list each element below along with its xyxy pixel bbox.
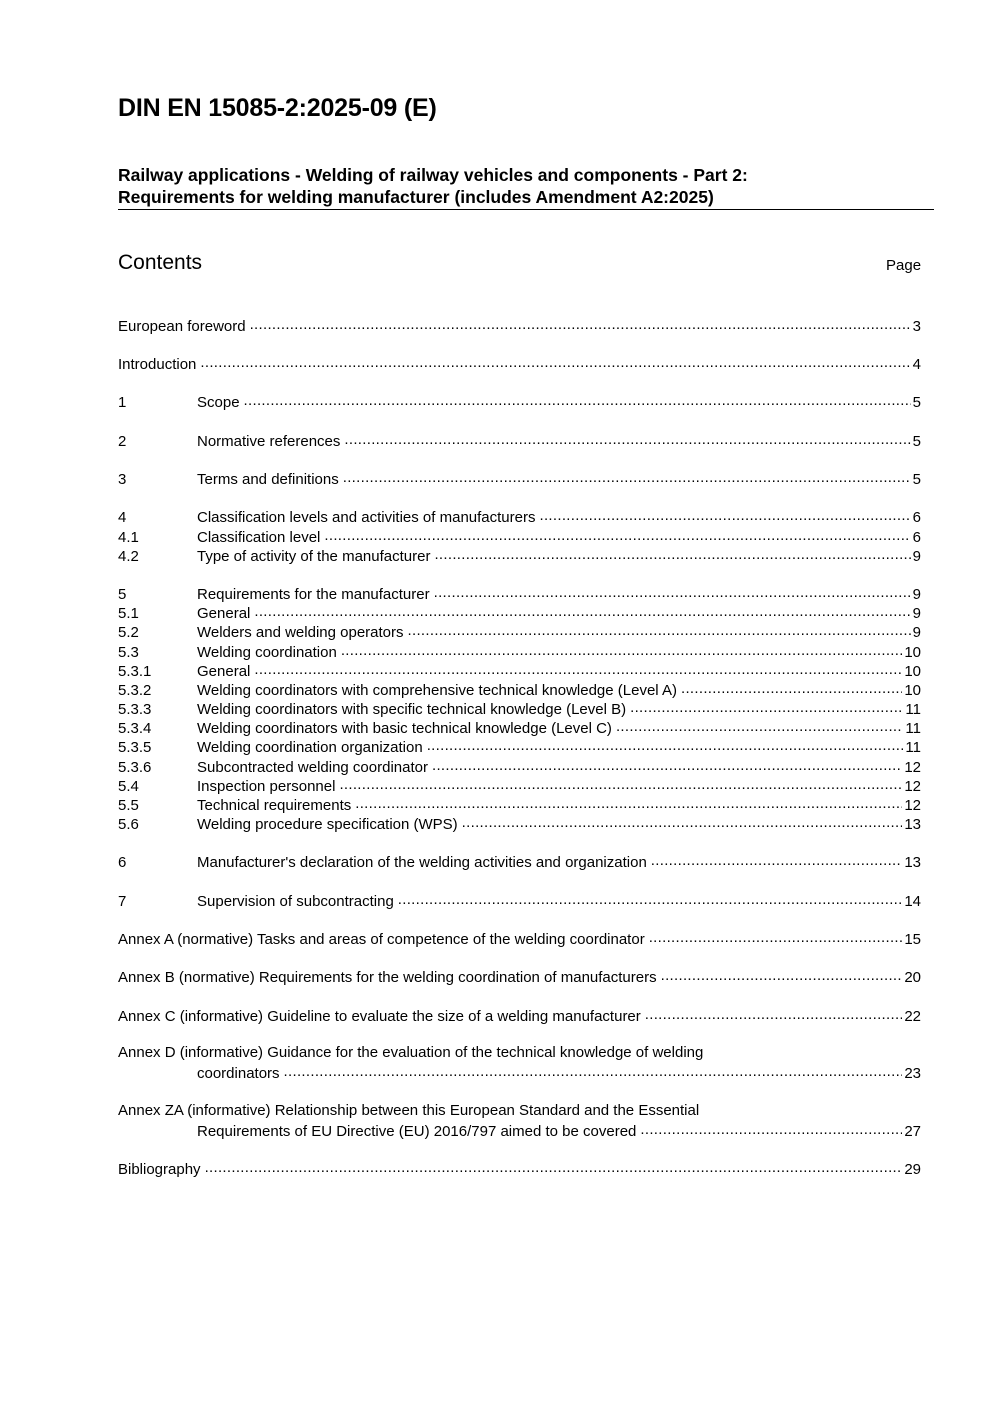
toc-dot-leader xyxy=(434,584,911,599)
toc-dot-leader xyxy=(651,852,903,867)
toc-entry-title: Welding coordination organization xyxy=(197,739,423,756)
toc-entry-number: 3 xyxy=(118,471,127,488)
toc-entry-number: 5.3.3 xyxy=(118,701,152,718)
toc-entry-page: 15 xyxy=(904,931,921,948)
toc-entry-number: 2 xyxy=(118,433,127,450)
toc-entry-number: 4 xyxy=(118,509,127,526)
toc-entry[interactable] xyxy=(118,584,921,603)
toc-entry[interactable] xyxy=(118,680,921,699)
toc-entry[interactable] xyxy=(118,1159,921,1178)
toc-dot-leader xyxy=(344,431,910,446)
toc-dot-leader xyxy=(343,469,911,484)
toc-entry[interactable] xyxy=(118,929,921,948)
toc-entry-page: 5 xyxy=(912,471,921,488)
toc-entry[interactable] xyxy=(118,622,921,641)
toc-entry-page: 12 xyxy=(904,778,921,795)
toc-dot-leader xyxy=(434,546,910,561)
toc-entry[interactable] xyxy=(118,1063,921,1082)
toc-entry-number: 4.2 xyxy=(118,548,139,565)
toc-entry[interactable] xyxy=(118,546,921,565)
toc-entry-title: Welding coordinators with basic technical knowledge (Level C) xyxy=(197,720,612,737)
toc-entry-page: 13 xyxy=(904,854,921,871)
toc-entry-page: 29 xyxy=(904,1161,921,1178)
toc-entry[interactable] xyxy=(118,699,921,718)
toc-entry[interactable] xyxy=(118,392,921,411)
toc-entry-page: 22 xyxy=(904,1008,921,1025)
toc-entry-page: 10 xyxy=(904,663,921,680)
toc-entry-page: 9 xyxy=(912,548,921,565)
toc-dot-leader xyxy=(398,891,903,906)
toc-dot-leader xyxy=(432,757,902,772)
toc-dot-leader xyxy=(427,737,904,752)
toc-entry-number: 5.5 xyxy=(118,797,139,814)
toc-entry-title: Welding coordination xyxy=(197,644,337,661)
toc-dot-leader xyxy=(205,1159,903,1174)
toc-entry-page: 13 xyxy=(904,816,921,833)
toc-entry[interactable] xyxy=(118,737,921,756)
toc-entry-title: Requirements for the manufacturer xyxy=(197,586,430,603)
toc-entry-number: 1 xyxy=(118,394,127,411)
toc-entry[interactable] xyxy=(118,967,921,986)
toc-dot-leader xyxy=(254,603,910,618)
toc-dot-leader xyxy=(649,929,903,944)
contents-heading: Contents xyxy=(118,251,203,274)
toc-entry-number: 5.2 xyxy=(118,624,139,641)
toc-entry-number: 5.3.2 xyxy=(118,682,152,699)
page-column-heading: Page xyxy=(886,257,922,274)
toc-entry-page: 5 xyxy=(912,433,921,450)
toc-entry-number: 5.3.1 xyxy=(118,663,152,680)
toc-dot-leader xyxy=(355,795,902,810)
toc-entry-page: 9 xyxy=(912,605,921,622)
toc-dot-leader xyxy=(661,967,903,982)
toc-entry-number: 7 xyxy=(118,893,127,910)
toc-entry-page: 12 xyxy=(904,797,921,814)
toc-dot-leader xyxy=(341,642,903,657)
toc-entry-title: Annex A (normative) Tasks and areas of competence of the welding coordinator xyxy=(118,931,645,948)
toc-entry-number: 5.4 xyxy=(118,778,139,795)
toc-entry-title: Introduction xyxy=(118,356,197,373)
toc-entry-page: 11 xyxy=(905,720,921,737)
toc-entry-page: 23 xyxy=(904,1065,921,1082)
document-title xyxy=(118,164,934,210)
toc-entry-page: 12 xyxy=(904,759,921,776)
toc-entry-title: Welding coordinators with specific technical knowledge (Level B) xyxy=(197,701,627,718)
toc-entry-page: 10 xyxy=(904,644,921,661)
toc-entry-title: Classification levels and activities of manufacturers xyxy=(197,509,536,526)
toc-entry-title: Type of activity of the manufacturer xyxy=(197,548,431,565)
toc-entry-number: 5 xyxy=(118,586,127,603)
toc-entry[interactable] xyxy=(118,718,921,737)
toc-entry-title: General xyxy=(197,605,251,622)
toc-dot-leader xyxy=(616,718,903,733)
toc-entry[interactable] xyxy=(118,776,921,795)
toc-entry-title: Normative references xyxy=(197,433,341,450)
toc-entry-title-line-1: Annex ZA (informative) Relationship between this European Standard and the Essential xyxy=(118,1102,700,1119)
toc-entry-page: 11 xyxy=(905,701,921,718)
toc-entry-page: 10 xyxy=(904,682,921,699)
toc-entry[interactable] xyxy=(118,1006,921,1025)
toc-entry[interactable] xyxy=(118,757,921,776)
toc-entry-number: 5.3.6 xyxy=(118,759,152,776)
toc-entry[interactable] xyxy=(118,852,921,871)
toc-entry-number: 5.3 xyxy=(118,644,139,661)
toc-entry[interactable] xyxy=(118,527,921,546)
toc-dot-leader xyxy=(408,622,911,637)
toc-entry-title: Classification level xyxy=(197,529,321,546)
toc-entry-title: Bibliography xyxy=(118,1161,201,1178)
toc-dot-leader xyxy=(539,507,910,522)
toc-entry-number: 5.6 xyxy=(118,816,139,833)
document-title-line-2: Requirements for welding manufacturer (includes Amendment A2:2025) xyxy=(118,187,714,207)
toc-entry[interactable] xyxy=(118,891,921,910)
toc-entry[interactable] xyxy=(118,431,921,450)
toc-entry-page: 4 xyxy=(912,356,921,373)
toc-entry-page: 11 xyxy=(905,739,921,756)
toc-entry-title: Subcontracted welding coordinator xyxy=(197,759,428,776)
toc-entry[interactable] xyxy=(118,1121,921,1140)
toc-entry-title: Manufacturer's declaration of the welding activities and organization xyxy=(197,854,647,871)
toc-dot-leader xyxy=(324,527,910,542)
toc-entry-number: 5.3.5 xyxy=(118,739,152,756)
toc-entry-title: Annex C (informative) Guideline to evaluate the size of a welding manufacturer xyxy=(118,1008,641,1025)
toc-entry-page: 6 xyxy=(912,529,921,546)
toc-entry-number: 6 xyxy=(118,854,127,871)
toc-entry[interactable] xyxy=(118,795,921,814)
toc-entry[interactable] xyxy=(118,354,921,373)
toc-dot-leader xyxy=(462,814,903,829)
toc-entry-page: 6 xyxy=(912,509,921,526)
toc-entry[interactable] xyxy=(118,603,921,622)
toc-entry-page: 14 xyxy=(904,893,921,910)
toc-dot-leader xyxy=(250,316,911,331)
toc-entry-page: 9 xyxy=(912,624,921,641)
toc-entry[interactable] xyxy=(118,642,921,661)
toc-entry-title-line-2: Requirements of EU Directive (EU) 2016/797 aimed to be covered xyxy=(197,1123,637,1140)
toc-entry-page: 27 xyxy=(904,1123,921,1140)
toc-entry-number: 5.3.4 xyxy=(118,720,152,737)
toc-dot-leader xyxy=(244,392,911,407)
toc-dot-leader xyxy=(645,1006,903,1021)
toc-entry-number: 5.1 xyxy=(118,605,139,622)
toc-entry-title: Terms and definitions xyxy=(197,471,339,488)
toc-entry-number: 4.1 xyxy=(118,529,139,546)
toc-entry-title: General xyxy=(197,663,251,680)
toc-dot-leader xyxy=(254,661,902,676)
toc-dot-leader xyxy=(640,1121,902,1136)
toc-entry-page: 3 xyxy=(912,318,921,335)
toc-entry-page: 9 xyxy=(912,586,921,603)
toc-entry[interactable] xyxy=(118,814,921,833)
toc-entry[interactable] xyxy=(118,469,921,488)
toc-entry-title: Welding coordinators with comprehensive technical knowledge (Level A) xyxy=(197,682,677,699)
toc-entry-title: Welding procedure specification (WPS) xyxy=(197,816,458,833)
document-id: DIN EN 15085-2:2025-09 (E) xyxy=(118,94,437,122)
toc-entry-title: Welders and welding operators xyxy=(197,624,404,641)
toc-entry[interactable] xyxy=(118,316,921,335)
toc-dot-leader xyxy=(630,699,903,714)
toc-entry-title-line-2: coordinators xyxy=(197,1065,280,1082)
toc-entry-title: Annex B (normative) Requirements for the welding coordination of manufacturers xyxy=(118,969,657,986)
toc-entry-title-line-1: Annex D (informative) Guidance for the evaluation of the technical knowledge of welding xyxy=(118,1044,704,1061)
toc-dot-leader xyxy=(200,354,910,369)
toc-entry[interactable] xyxy=(118,507,921,526)
toc-entry-title: European foreword xyxy=(118,318,246,335)
toc-dot-leader xyxy=(339,776,902,791)
document-title-line-1: Railway applications - Welding of railway vehicles and components - Part 2: xyxy=(118,165,748,185)
toc-entry[interactable] xyxy=(118,661,921,680)
toc-entry-title: Technical requirements xyxy=(197,797,352,814)
toc-dot-leader xyxy=(284,1063,903,1078)
toc-entry-title: Supervision of subcontracting xyxy=(197,893,394,910)
toc-entry-title: Scope xyxy=(197,394,240,411)
toc-entry-page: 20 xyxy=(904,969,921,986)
toc-entry-title: Inspection personnel xyxy=(197,778,336,795)
toc-dot-leader xyxy=(681,680,902,695)
toc-entry-page: 5 xyxy=(912,394,921,411)
